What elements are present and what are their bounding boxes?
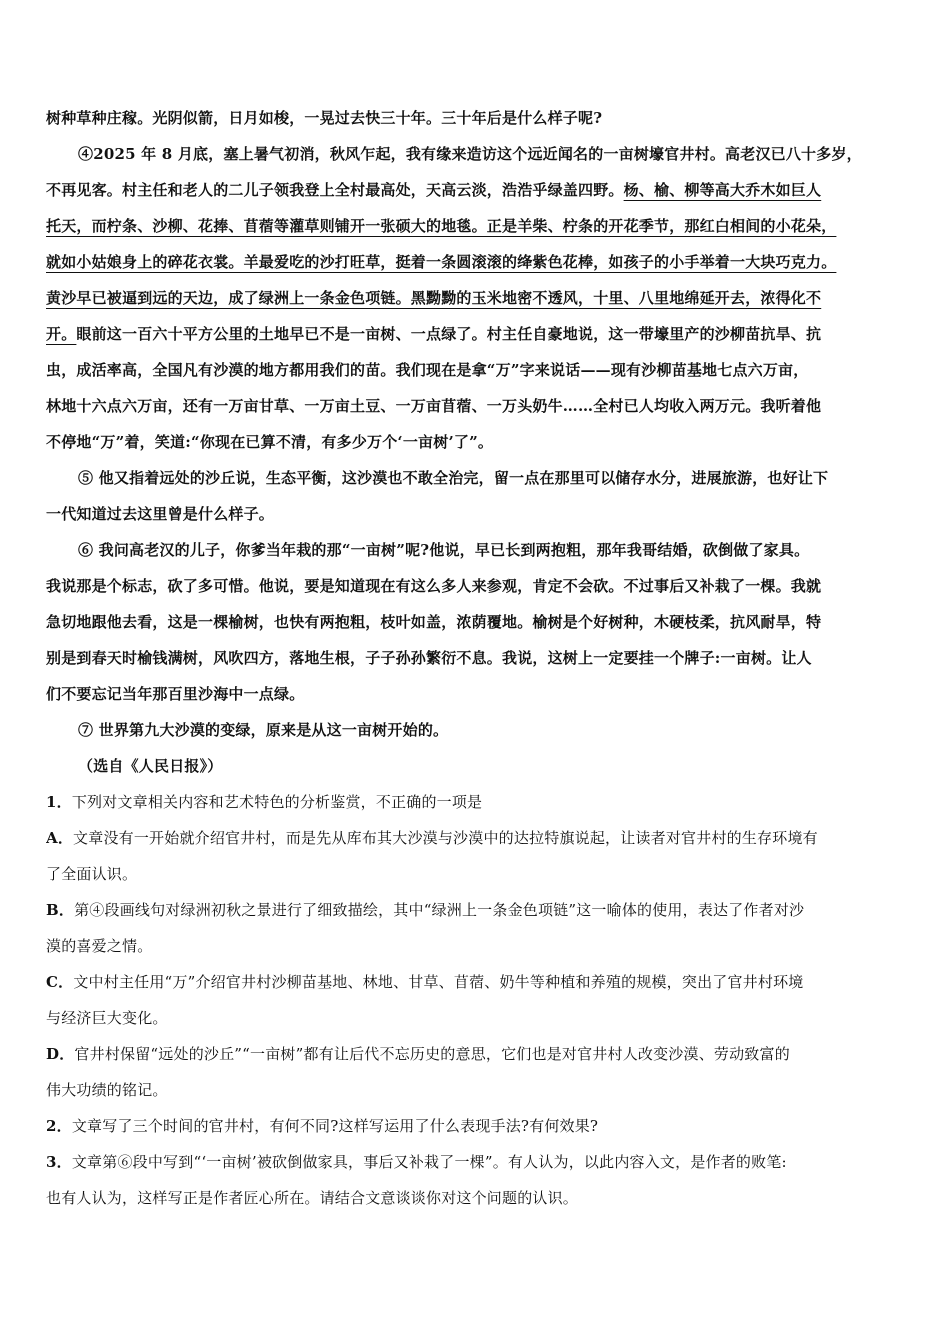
passage-line: 不停地“万”着，笑道:“你现在已算不清，有多少万个‘一亩树’了”。: [46, 433, 494, 451]
source-citation: （选自《人民日报》）: [78, 757, 223, 775]
option-c: [46, 964, 908, 1000]
passage-line: 虫，成活率高，全国凡有沙漠的地方都用我们的苗。我们现在是拿“万”字来说话——现有沙柳苗基地七点六万亩，: [46, 361, 809, 379]
question-number: 2．: [46, 1117, 72, 1135]
option-letter: C．: [46, 973, 74, 991]
option-letter: A．: [46, 829, 74, 847]
option-d-continued: 伟大功绩的铭记。: [46, 1081, 168, 1099]
paragraph-7: ⑦ 世界第九大沙漠的变绿，原来是从这一亩树开始的。: [78, 721, 449, 739]
option-text: 文章没有一开始就介绍官井村，而是先从库布其大沙漠与沙漠中的达拉特旗说起，让读者对官井村的生存环境有: [73, 829, 818, 847]
passage-text: 眼前这一百六十平方公里的土地早已不是一亩树、一点绿了。村主任自豪地说，这一带壕里产的沙柳苗抗旱、抗: [76, 325, 822, 343]
question-stem: 下列对文章相关内容和艺术特色的分析鉴赏，不正确的一项是: [71, 793, 483, 811]
question-2: [46, 1108, 908, 1144]
passage-line: 我说那是个标志，砍了多可惜。他说，要是知道现在有这么多人来参观，肯定不会砍。不过事后又补栽了一棵。我就: [46, 577, 822, 595]
passage-line: 一代知道过去这里曾是什么样子。: [46, 505, 275, 523]
option-c-continued: 与经济巨大变化。: [46, 1009, 168, 1027]
question-3-continued: 也有人认为，这样写正是作者匠心所在。请结合文意谈谈你对这个问题的认识。: [46, 1189, 579, 1207]
option-a-continued: 了全面认识。: [46, 865, 138, 883]
question-number: 1．: [46, 793, 72, 811]
paragraph-4-start: ④2025 年 8 月底，塞上暑气初消，秋风乍起，我有缘来造访这个远近闻名的一亩树壕官井村。高老汉已八十多岁，: [78, 145, 862, 163]
underlined-sentence: 就如小姑娘身上的碎花衣裳。羊最爱吃的沙打旺草，挺着一条圆滚滚的绛紫色花棒，如孩子的小手举着一大块巧克力。: [46, 253, 837, 271]
passage-line: [46, 172, 908, 208]
option-b-continued: 漠的喜爱之情。: [46, 937, 153, 955]
paragraph-6-start: ⑥ 我问高老汉的儿子，你爹当年栽的那“一亩树”呢?他说，早已长到两抱粗，那年我哥结婚，砍倒做了家具。: [78, 541, 810, 559]
passage-line: 急切地跟他去看，这是一棵榆树，也快有两抱粗，枝叶如盖，浓荫覆地。榆树是个好树种，木硬枝柔，抗风耐旱，特: [46, 613, 822, 631]
question-stem: 文章第⑥段中写到“‘一亩树’被砍倒做家具，事后又补栽了一棵”。有人认为，以此内容入文，是作者的败笔:: [71, 1153, 787, 1171]
underlined-sentence: 黄沙早已被逼到远的天边，成了绿洲上一条金色项链。黑黝黝的玉米地密不透风，十里、八里地绵延开去，浓得化不: [46, 289, 822, 307]
passage-line: 们不要忘记当年那百里沙海中一点绿。: [46, 685, 305, 703]
option-b: [46, 892, 908, 928]
passage-line: 别是到春天时榆钱满树，风吹四方，落地生根，子子孙孙繁衍不息。我说，这树上一定要挂一个牌子:一亩树。让人: [46, 649, 812, 667]
paragraph-5-start: ⑤ 他又指着远处的沙丘说，生态平衡，这沙漠也不敢全治完，留一点在那里可以储存水分，进展旅游，也好让下: [78, 469, 829, 487]
passage-line: 树种草种庄稼。光阴似箭，日月如梭，一晃过去快三十年。三十年后是什么样子呢?: [46, 109, 603, 127]
underlined-sentence: 托天，而柠条、沙柳、花捧、苜蓿等灌草则铺开一张硕大的地毯。正是羊柴、柠条的开花季节，那红白相间的小花朵，: [46, 217, 837, 235]
option-letter: D．: [46, 1045, 75, 1063]
option-text: 第④段画线句对绿洲初秋之景进行了细致描绘，其中“绿洲上一条金色项链”这一喻体的使用，表达了作者对沙: [74, 901, 805, 919]
option-d: [46, 1036, 908, 1072]
option-text: 官井村保留“远处的沙丘”“一亩树”都有让后代不忘历史的意思，它们也是对官井村人改变沙漠、劳动致富的: [74, 1045, 790, 1063]
option-a: [46, 820, 908, 856]
question-number: 3．: [46, 1153, 72, 1171]
option-text: 文中村主任用“万”介绍官井村沙柳苗基地、林地、甘草、苜蓿、奶牛等种植和养殖的规模，突出了官井村环境: [73, 973, 804, 991]
question-1: [46, 784, 908, 820]
underlined-sentence: 开。: [46, 325, 77, 343]
question-3: [46, 1144, 908, 1180]
question-stem: 文章写了三个时间的官井村，有何不同?这样写运用了什么表现手法?有何效果?: [71, 1117, 599, 1135]
document-page: [46, 100, 908, 1216]
option-letter: B．: [46, 901, 75, 919]
passage-line: 林地十六点六万亩，还有一万亩甘草、一万亩土豆、一万亩苜蓿、一万头奶牛……全村已人均收入两万元。我听着他: [46, 397, 822, 415]
underlined-sentence: 杨、榆、柳等高大乔木如巨人: [623, 181, 822, 199]
passage-line: [46, 316, 908, 352]
passage-text: 不再见客。村主任和老人的二儿子领我登上全村最高处，天高云淡，浩浩乎绿盖四野。: [46, 181, 624, 199]
